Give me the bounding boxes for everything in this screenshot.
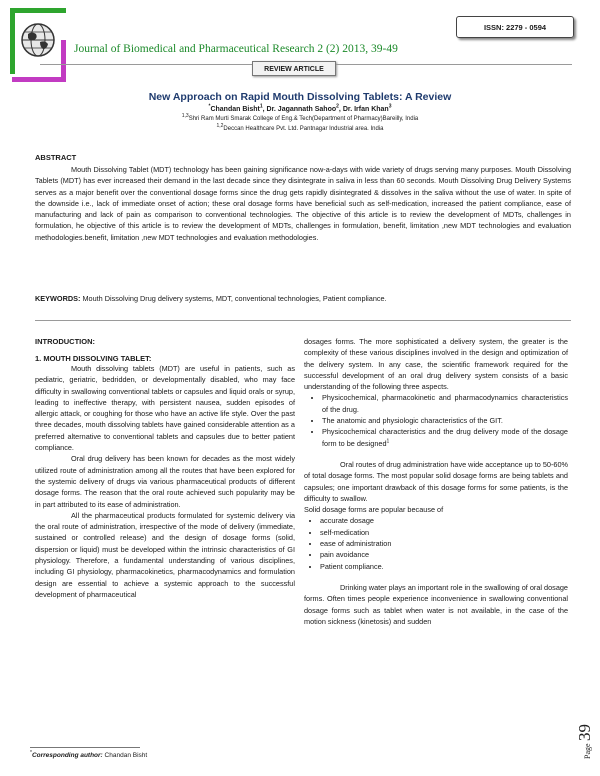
page-number xyxy=(571,710,597,770)
footnote-label: Corresponding author: xyxy=(31,752,103,759)
page-number-value: 39 xyxy=(575,724,594,741)
left-paragraph-1: Mouth dissolving tablets (MDT) are useful in patients, such as pediatric, geriatric, bedridden, or developmentally disabled, who may face difficulty in swallowing conventional tablets or capsules and liquid orals or syrup, leading to ineffective therapy, with persistent nausea, sudden episodes of allergic attack, or coughing for those who have an active life style. Over the past three decades, mouth dissolving tablets have gained considerable attention as a preferred alternative to conventional tablets and capsules due to better patient compliance. xyxy=(35,364,295,453)
globe-icon xyxy=(18,20,58,60)
article-type-badge: REVIEW ARTICLE xyxy=(252,61,336,76)
popular-intro: Solid dosage forms are popular because of xyxy=(304,505,444,515)
footnote-name: Chandan Bisht xyxy=(104,752,148,759)
paper-title: New Approach on Rapid Mouth Dissolving Tablets: A Review xyxy=(148,91,452,103)
popular-list xyxy=(304,515,568,571)
affiliation-1-sup: 1,3 xyxy=(181,113,189,119)
right-paragraph-2: Oral routes of drug administration have wide acceptance up to 50-60% of total dosage forms. The most popular solid dosage forms are being tablets and capsules; one important drawback of this dosage forms for some patients, is the difficulty to swallow. xyxy=(304,459,568,503)
list-item: • ease of administration xyxy=(320,538,568,549)
abstract-heading: ABSTRACT xyxy=(35,153,77,162)
footnote-divider xyxy=(30,747,140,748)
keywords xyxy=(35,294,571,303)
list-item: • self-medication xyxy=(320,527,568,538)
author-3: Dr. Irfan Khan xyxy=(342,106,389,113)
affiliation-1-text: Shri Ram Murti Smarak College of Eng.& Tech(Department of Pharmacy)Bareilly, India xyxy=(188,116,419,122)
list-item: • Patient compliance. xyxy=(320,561,568,572)
author-list: *Chandan Bisht$^1$, Dr. Jagannath Sahoo$^2$, Dr. Irfan Khan$^3$ xyxy=(208,103,392,113)
page-label: Page xyxy=(583,743,592,759)
list-item: • accurate dosage xyxy=(320,515,568,526)
author-2-sup: 2 xyxy=(336,103,339,110)
aspect-3-text: Physicochemical characteristics and the drug delivery mode of the dosage form to be designed xyxy=(322,427,568,448)
footnote-marker: * xyxy=(30,749,32,756)
affiliation-2 xyxy=(0,123,600,132)
abstract-text: Mouth Dissolving Tablet (MDT) technology has been gaining significance now-a-days with wide variety of drugs serving many purposes. Mouth Dissolving Tablets (MDT) has ever increased their demand in the last decade since they disintegrate in saliva in less than 60 seconds. Mouth Dissolving Drug Delivery Systems serves as a major benefit over the conventional dosage forms since the drug gets rapidly disintegrated & dissolves in the saliva without the use of water. In spite of the downside i.e., lack of immediate onset of action; these oral dosage forms have beneficial such as self-medication, increased the patient compliance, ease of manufacturing and lack of pain as comparison to conventional technologies. The objective of this article is to review the development of MDTs, challenges in formulation, he objective of this article is to review the development of MDTs, challenges in formulation, benefit, limitation ,new MDT technologies and evaluation methodologies.benefit, limitation ,new MDT technologies and evaluation methodologies. xyxy=(35,165,571,242)
section-divider xyxy=(35,320,571,321)
citation-sup: 1 xyxy=(386,438,390,445)
left-column xyxy=(35,337,295,600)
list-item xyxy=(322,426,568,449)
keywords-label: KEYWORDS: xyxy=(35,294,81,303)
list-item: • Physicochemical, pharmacokinetic and pharmacodynamics characteristics of the drug. xyxy=(322,392,568,415)
author-1: Chandan Bisht xyxy=(210,106,260,113)
footnote xyxy=(30,749,148,759)
section-1-heading: 1. MOUTH DISSOLVING TABLET: xyxy=(35,354,152,363)
author-1-marker: * xyxy=(208,103,211,110)
affiliation-1 xyxy=(0,113,600,122)
introduction-heading: INTRODUCTION: xyxy=(35,337,95,346)
aspects-list xyxy=(304,392,568,448)
author-1-sup: 1 xyxy=(259,103,263,110)
author-2: Dr. Jagannath Sahoo xyxy=(266,106,337,113)
journal-title[interactable]: Journal of Biomedical and Pharmaceutical Research 2 (2) 2013, 39-49 xyxy=(74,43,398,55)
keywords-text: Mouth Dissolving Drug delivery systems, MDT, conventional technologies, Patient compliance. xyxy=(82,294,387,303)
left-paragraph-3: All the pharmaceutical products formulated for systemic delivery via the oral route of administration, irrespective of the mode of delivery (immediate, sustained or controlled release) and the design of dosage forms (solid, dispersion or liquid) must be developed within the intrinsic characteristics of GI physiology. Therefore, a fundamental understanding of various disciplines, including GI physiology, pharmacokinetics, pharmacodynamics and formulation design are essential to achieve a systemic approach to the successful development of pharmaceutical xyxy=(35,510,295,599)
right-paragraph-3: Drinking water plays an important role in the swallowing of oral dosage forms. Often times people experience inconvenience in swallowing conventional dosage forms such as tablet when water is not available, in the case of the motion sickness (kinetosis) and sudden xyxy=(304,582,568,626)
left-paragraph-2: Oral drug delivery has been known for decades as the most widely utilized route of administration among all the routes that have been explored for the systemic delivery of drugs via various pharmaceutical products of different dosage forms. The reason that the oral route achieved such popularity may be in part attributed to its ease of administration. xyxy=(35,454,295,509)
list-item: • pain avoidance xyxy=(320,549,568,560)
right-paragraph-1: dosages forms. The more sophisticated a delivery system, the greater is the complexity of these various disciplines involved in the design and optimization of the delivery system. In any case, the scientific framework required for the successful development of an oral drug delivery system consists of a basic understanding of the following three aspects. xyxy=(304,337,568,392)
right-column xyxy=(304,336,568,627)
author-3-sup: 3 xyxy=(388,103,392,110)
issn-box: ISSN: 2279 - 0594 xyxy=(456,16,574,38)
affiliation-2-sup: 1,2 xyxy=(216,123,224,129)
list-item: • The anatomic and physiologic characteristics of the GIT. xyxy=(322,415,568,426)
affiliation-2-text: Deccan Healthcare Pvt. Ltd. Pantnagar Industrial area. India xyxy=(223,126,384,132)
